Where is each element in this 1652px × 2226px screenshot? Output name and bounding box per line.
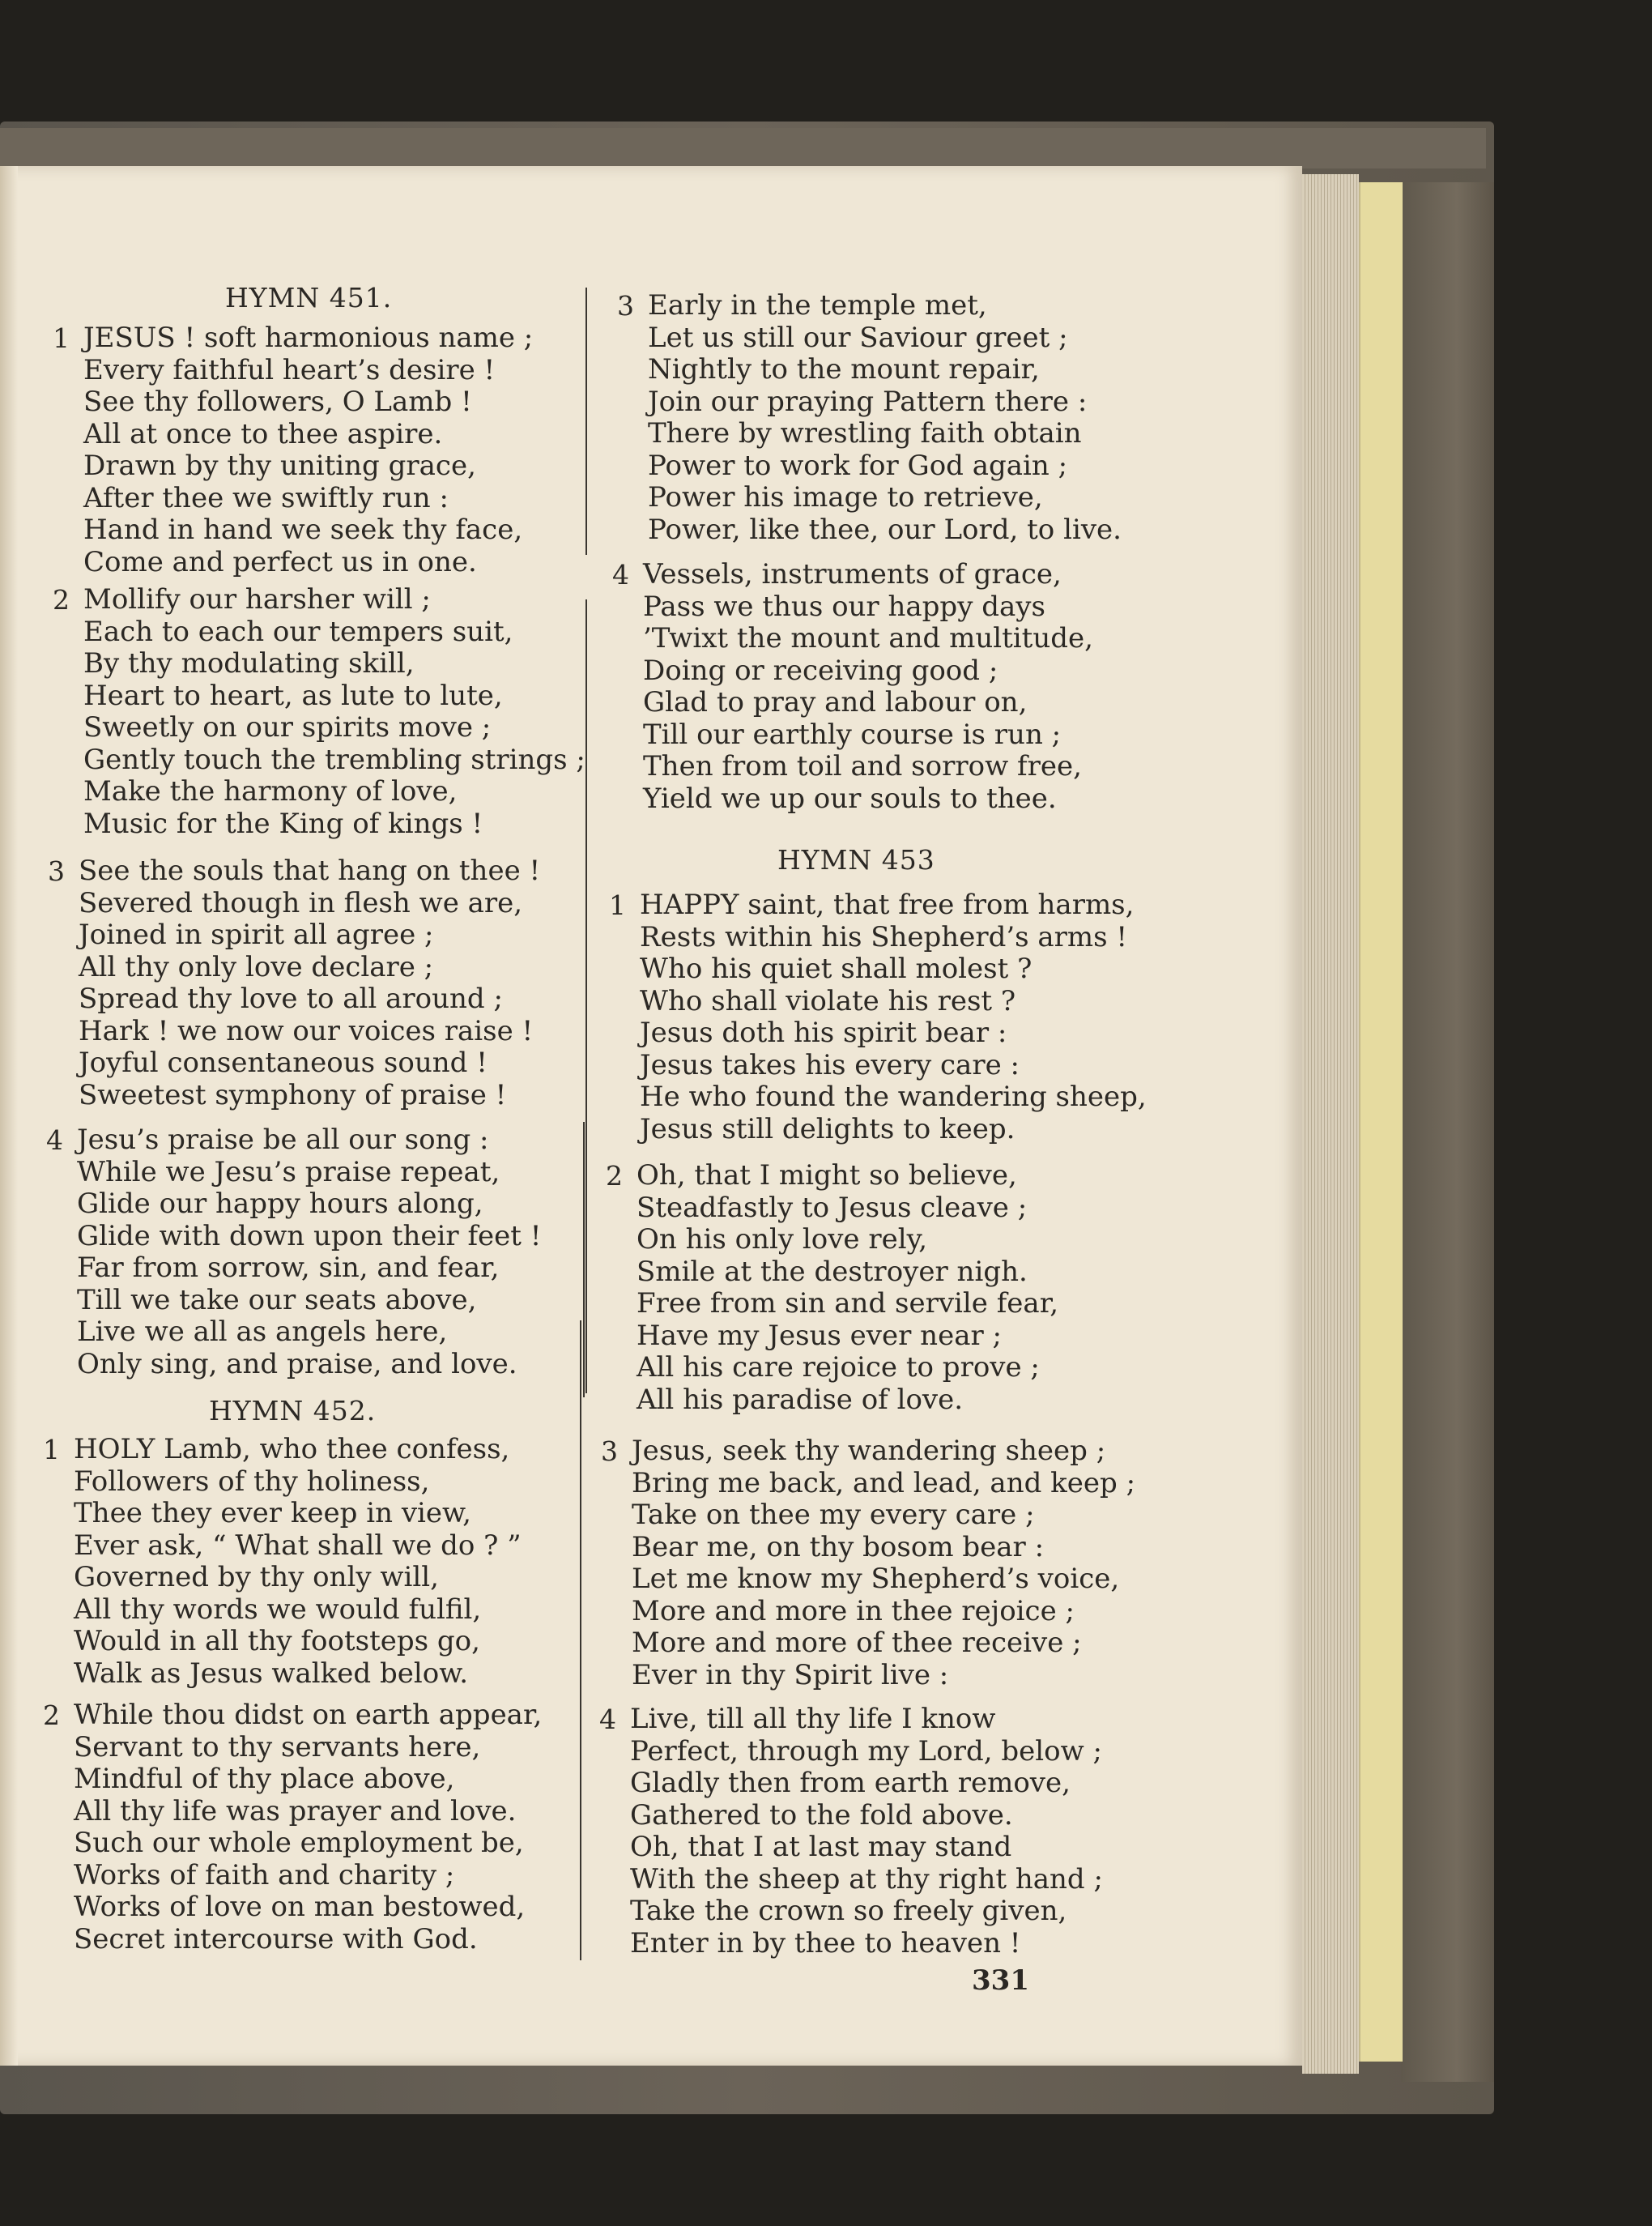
verse-line: Make the harmony of love, [83,775,458,808]
verse-line: Gladly then from earth remove, [630,1767,1071,1799]
hymn-452-verse-1 [43,1433,522,1690]
verse-line: Who shall violate his rest ? [640,984,1016,1017]
verse-line: Jesu’s praise be all our song : [77,1124,489,1156]
verse-line: Let us still our Saviour greet ; [648,321,1068,354]
hymn-452-verse-4 [612,558,1093,815]
verse-line: ’Twixt the mount and multitude, [643,622,1093,655]
verse-line: Come and perfect us in one. [83,545,477,578]
verse-line: Oh, that I at last may stand [630,1831,1012,1863]
verse-line: Power to work for God again ; [648,449,1068,482]
endpaper-edge [1359,182,1403,2062]
verse-line: Oh, that I might so believe, [637,1159,1017,1192]
verse-line: HAPPY saint, that free from harms, [640,889,1135,921]
verse-line: Thee they ever keep in view, [74,1497,471,1529]
verse-line: Steadfastly to Jesus cleave ; [637,1191,1028,1224]
verse-line: Live, till all thy life I know [630,1703,996,1735]
verse-line: Jesus still delights to keep. [640,1112,1015,1145]
hymn-453-verse-3 [601,1435,1136,1691]
verse-line: JESUS ! soft harmonious name ; [83,322,534,354]
verse-number: 2 [43,1699,60,1731]
verse-line: Each to each our tempers suit, [83,615,513,648]
verse-line: All his care rejoice to prove ; [637,1351,1040,1384]
verse-line: Bring me back, and lead, and keep ; [632,1466,1136,1499]
verse-number: 1 [609,889,626,921]
verse-number: 1 [43,1434,60,1465]
verse-line: Such our whole employment be, [74,1827,524,1859]
verse-line: Servant to thy servants here, [74,1730,481,1763]
verse-line: Ever ask, “ What shall we do ? ” [74,1529,522,1562]
verse-line: Free from sin and servile fear, [637,1287,1059,1320]
verse-line: All thy only love declare ; [79,950,434,983]
verse-line: Drawn by thy uniting grace, [83,450,476,482]
verse-line: Joyful consentaneous sound ! [79,1047,488,1079]
verse-line: See the souls that hang on thee ! [79,855,541,887]
verse-line: Followers of thy holiness, [74,1465,430,1498]
verse-line: All his paradise of love. [637,1383,964,1416]
verse-line: After thee we swiftly run : [83,481,449,514]
verse-line: Jesus takes his every care : [640,1048,1020,1081]
verse-line: Glide with down upon their feet ! [77,1219,542,1252]
verse-line: HOLY Lamb, who thee confess, [74,1433,510,1465]
verse-number: 3 [601,1435,618,1467]
verse-line: While thou didst on earth appear, [74,1699,543,1731]
verse-line: All thy life was prayer and love. [74,1794,517,1827]
hymn-title: HYMN 453 [777,844,935,876]
verse-line: Live we all as angels here, [77,1316,448,1348]
verse-line: Gently touch the trembling strings ; [83,743,585,776]
verse-line: Music for the King of kings ! [83,807,483,840]
verse-line: Smile at the destroyer nigh. [637,1255,1028,1288]
verse-line: Spread thy love to all around ; [79,983,503,1015]
verse-line: Works of faith and charity ; [74,1858,455,1891]
verse-line: Secret intercourse with God. [74,1922,478,1955]
hymn-452-verse-2 [43,1699,543,1955]
verse-line: On his only love rely, [637,1223,928,1256]
verse-line: Only sing, and praise, and love. [77,1347,517,1380]
verse-number: 3 [48,855,65,887]
column-divider [585,288,587,555]
verse-line: Hand in hand we seek thy face, [83,514,523,546]
verse-line: Sweetly on our spirits move ; [83,711,492,744]
hymn-452-verse-3 [617,289,1122,546]
hymn-451-verse-4 [46,1124,542,1380]
book-cover-top-edge [0,128,1486,168]
verse-line: Vessels, instruments of grace, [643,558,1062,591]
hymn-title: HYMN 451. [225,282,393,313]
verse-line: Take on thee my every care ; [632,1499,1035,1531]
verse-line: Ever in thy Spirit live : [632,1658,949,1691]
verse-line: Have my Jesus ever near ; [637,1319,1002,1352]
verse-line: With the sheep at thy right hand ; [630,1862,1103,1896]
verse-line: Far from sorrow, sin, and fear, [77,1252,500,1284]
verse-line: Mindful of thy place above, [74,1763,455,1795]
verse-line: Mollify our harsher will ; [83,583,431,616]
verse-line: Glide our happy hours along, [77,1188,483,1220]
verse-line: Severed though in flesh we are, [79,886,523,919]
verse-line: Yield we up our souls to thee. [643,782,1057,815]
column-divider [580,1320,581,1960]
verse-line: Who his quiet shall molest ? [640,953,1032,985]
verse-line: Hark ! we now our voices raise ! [79,1014,534,1047]
verse-number: 4 [612,559,629,591]
verse-number: 1 [53,322,70,354]
hymn-453-verse-2 [606,1159,1059,1416]
verse-line: Then from toil and sorrow free, [643,750,1082,783]
verse-line: Sweetest symphony of praise ! [79,1078,507,1111]
verse-line: While we Jesu’s praise repeat, [77,1155,500,1188]
verse-number: 4 [599,1704,616,1735]
verse-line: Let me know my Shepherd’s voice, [632,1563,1120,1595]
verse-line: Joined in spirit all agree ; [79,919,434,951]
verse-line: Jesus, seek thy wandering sheep ; [632,1435,1106,1467]
verse-line: Early in the temple met, [648,289,987,322]
verse-line: Gathered to the fold above. [630,1798,1013,1832]
verse-line: Enter in by thee to heaven ! [630,1926,1021,1959]
verse-line: Power, like thee, our Lord, to live. [648,513,1122,546]
verse-line: More and more in thee rejoice ; [632,1594,1075,1627]
hymn-453-verse-1 [609,889,1147,1145]
column-divider [583,1122,585,1397]
verse-line: Governed by thy only will, [74,1561,439,1593]
verse-line: All thy words we would fulfil, [74,1593,482,1626]
verse-line: There by wrestling faith obtain [648,417,1082,450]
verse-line: Pass we thus our happy days [643,590,1045,623]
verse-line: Nightly to the mount repair, [648,353,1040,386]
verse-line: See thy followers, O Lamb ! [83,386,472,418]
hymn-451-verse-2 [53,583,585,840]
verse-line: Power his image to retrieve, [648,481,1043,514]
verse-line: Join our praying Pattern there : [648,385,1088,418]
book-back-board [1401,182,1494,2082]
verse-line: Rests within his Shepherd’s arms ! [640,920,1128,953]
verse-line: Walk as Jesus walked below. [74,1657,469,1690]
verse-number: 2 [606,1160,623,1192]
page-number: 331 [972,1964,1029,1997]
verse-number: 2 [53,584,70,616]
verse-line: Jesus doth his spirit bear : [640,1017,1007,1049]
verse-line: By thy modulating skill, [83,647,415,680]
gutter-shadow [0,166,18,2066]
verse-line: Works of love on man bestowed, [74,1891,526,1923]
hymn-451-verse-3 [48,855,541,1111]
hymn-451-verse-1 [53,322,534,578]
verse-line: Bear me, on thy bosom bear : [632,1530,1045,1563]
verse-number: 3 [617,290,634,322]
page-leaves-stack [1302,174,1359,2074]
hymn-453-verse-4 [599,1703,1103,1959]
hymn-title: HYMN 452. [209,1395,377,1426]
column-divider [585,599,587,1393]
verse-line: More and more of thee receive ; [632,1627,1082,1659]
verse-line: Till we take our seats above, [77,1283,477,1316]
verse-line: Would in all thy footsteps go, [74,1625,480,1657]
verse-line: He who found the wandering sheep, [640,1081,1147,1113]
verse-line: Perfect, through my Lord, below ; [630,1734,1102,1768]
verse-line: Till our earthly course is run ; [643,718,1062,751]
verse-line: Heart to heart, as lute to lute, [83,679,503,712]
verse-line: Every faithful heart’s desire ! [83,353,496,386]
verse-number: 4 [46,1124,63,1156]
verse-line: Doing or receiving good ; [643,654,998,687]
verse-line: Take the crown so freely given, [630,1895,1067,1927]
verse-line: All at once to thee aspire. [83,417,443,450]
verse-line: Glad to pray and labour on, [643,686,1028,719]
